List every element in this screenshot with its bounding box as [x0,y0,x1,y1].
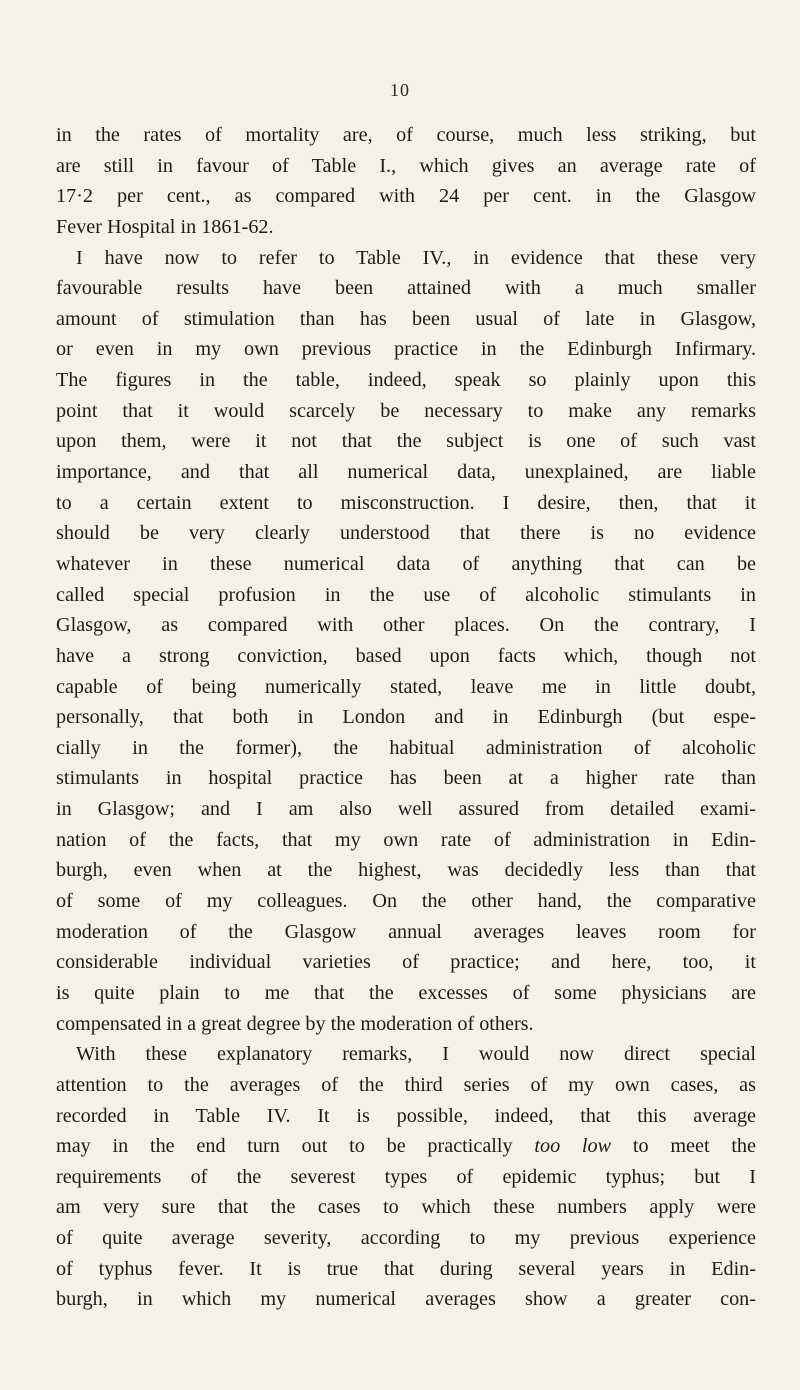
text-line: With these explanatory remarks, I would now direct special [76,1043,756,1066]
text-line: favourable results have been attained with a much smaller [56,277,756,300]
text-line: considerable individual varieties of practice; and here, too, it [56,951,756,974]
body-text [56,120,756,1315]
text-line: Glasgow, as compared with other places. On the contrary, I [56,614,756,637]
text-line: burgh, even when at the highest, was decidedly less than that [56,859,756,882]
text-line: compensated in a great degree by the moderation of others. [56,1012,534,1035]
text-line: cially in the former), the habitual administration of alcoholic [56,736,756,759]
emphasized-phrase: too low [534,1135,612,1158]
text-segment: to meet the [611,1135,756,1158]
text-line: in the rates of mortality are, of course, much less striking, but [56,124,756,146]
text-line: requirements of the severest types of epidemic typhus; but I [56,1165,756,1188]
text-line: personally, that both in London and in Edinburgh (but espe- [56,706,756,729]
text-line-with-emphasis [56,1131,756,1162]
paragraph-mortality-rates [56,120,756,243]
text-line: called special profusion in the use of alcoholic stimulants in [56,583,756,606]
text-line: to a certain extent to misconstruction. I desire, then, that it [56,491,756,514]
text-line: moderation of the Glasgow annual averages leaves room for [56,920,756,943]
text-line: of typhus fever. It is true that during several years in Edin- [56,1257,756,1280]
text-segment: may in the end turn out to be practically [56,1135,535,1158]
text-line: in Glasgow; and I am also well assured from detailed exami- [56,798,756,821]
text-line: upon them, were it not that the subject is one of such vast [56,430,756,453]
text-line: whatever in these numerical data of anything that can be [56,552,756,575]
paragraph-table-four [56,243,756,1040]
text-line: point that it would scarcely be necessary to make any remarks [56,399,756,422]
text-line: stimulants in hospital practice has been at a higher rate than [56,767,756,790]
text-line: capable of being numerically stated, leave me in little doubt, [56,675,756,698]
text-line: of quite average severity, according to my previous experience [56,1227,756,1250]
text-line: burgh, in which my numerical averages show a greater con- [56,1288,756,1311]
paragraph-explanatory-remarks [56,1039,756,1315]
text-line: nation of the facts, that my own rate of administration in Edin- [56,828,756,851]
text-line: of some of my colleagues. On the other hand, the comparative [56,890,756,913]
text-line: I have now to refer to Table IV., in evidence that these very [76,246,756,269]
text-line: recorded in Table IV. It is possible, indeed, that this average [56,1104,756,1127]
text-line: attention to the averages of the third series of my own cases, as [56,1073,756,1096]
text-line: Fever Hospital in 1861-62. [56,215,274,238]
text-line: have a strong conviction, based upon facts which, though not [56,644,756,667]
text-line: The figures in the table, indeed, speak so plainly upon this [56,369,756,392]
text-line: is quite plain to me that the excesses of some physicians are [56,981,756,1004]
text-line: importance, and that all numerical data, unexplained, are liable [56,461,756,484]
text-line: am very sure that the cases to which these numbers apply were [56,1196,756,1219]
text-line: or even in my own previous practice in the Edinburgh Infirmary. [56,338,756,361]
text-line: should be very clearly understood that there is no evidence [56,522,756,545]
page-number: 10 [390,80,410,100]
text-line: amount of stimulation than has been usual of late in Glasgow, [56,307,756,330]
text-line: are still in favour of Table I., which gives an average rate of [56,154,756,177]
text-line: 17·2 per cent., as compared with 24 per cent. in the Glasgow [56,185,756,208]
